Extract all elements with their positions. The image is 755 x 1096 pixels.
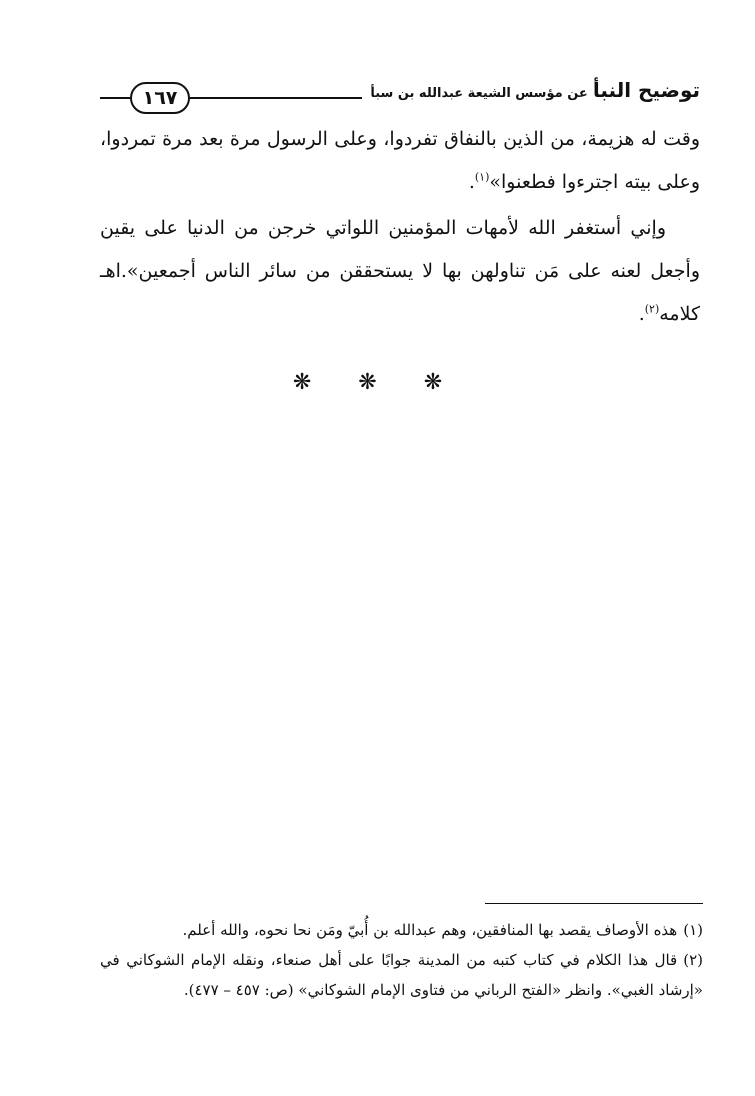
page-number: ١٦٧ <box>130 82 190 114</box>
footnote-ref-2[interactable]: (٢) <box>644 302 660 316</box>
paragraph-1-text: وقت له هزيمة، من الذين بالنفاق تفردوا، وعلى الرسول مرة بعد مرة تمردوا، وعلى بيته اجترءوا فطعنوا» <box>100 128 700 193</box>
paragraph-2 <box>100 207 700 336</box>
footnote-ref-1[interactable]: (١) <box>474 170 490 184</box>
paragraph-1-end: . <box>468 171 475 193</box>
page-header <box>100 74 700 118</box>
footnote-text: قال هذا الكلام في كتاب كتبه من المدينة جوابًا على أهل صنعاء، ونقله الإمام الشوكاني في «إرشاد الغبي». وانظر «الفتح الرباني من فتاوى الإمام الشوكاني» (ص: ٤٥٧ – ٤٧٧). <box>100 951 703 999</box>
running-title-sub: عن مؤسس الشيعة عبدالله بن سبأ <box>370 86 588 101</box>
footnote-2 <box>100 945 703 1005</box>
section-separator: ❋ ❋ ❋ <box>292 370 463 395</box>
footnote-number: (٢) <box>683 951 703 969</box>
running-title <box>362 78 700 102</box>
running-title-main: توضيح النبأ <box>592 78 700 102</box>
main-text <box>100 118 700 336</box>
footnote-text: هذه الأوصاف يقصد بها المنافقين، وهم عبدالله بن أُبيّ ومَن نحا نحوه، والله أعلم. <box>182 921 678 939</box>
footnote-1 <box>100 915 703 945</box>
footnotes <box>100 915 703 1005</box>
paragraph-2-end: . <box>638 303 645 325</box>
paragraph-2-text: وإني أستغفر الله لأمهات المؤمنين اللواتي خرجن من الدنيا على يقين وأجعل لعنه على مَن تناولهن بها لا يستحققن من سائر الناس أجمعين».اهـ كلامه <box>100 217 700 325</box>
footnote-rule <box>485 903 703 904</box>
footnote-number: (١) <box>683 921 703 939</box>
paragraph-1 <box>100 118 700 204</box>
